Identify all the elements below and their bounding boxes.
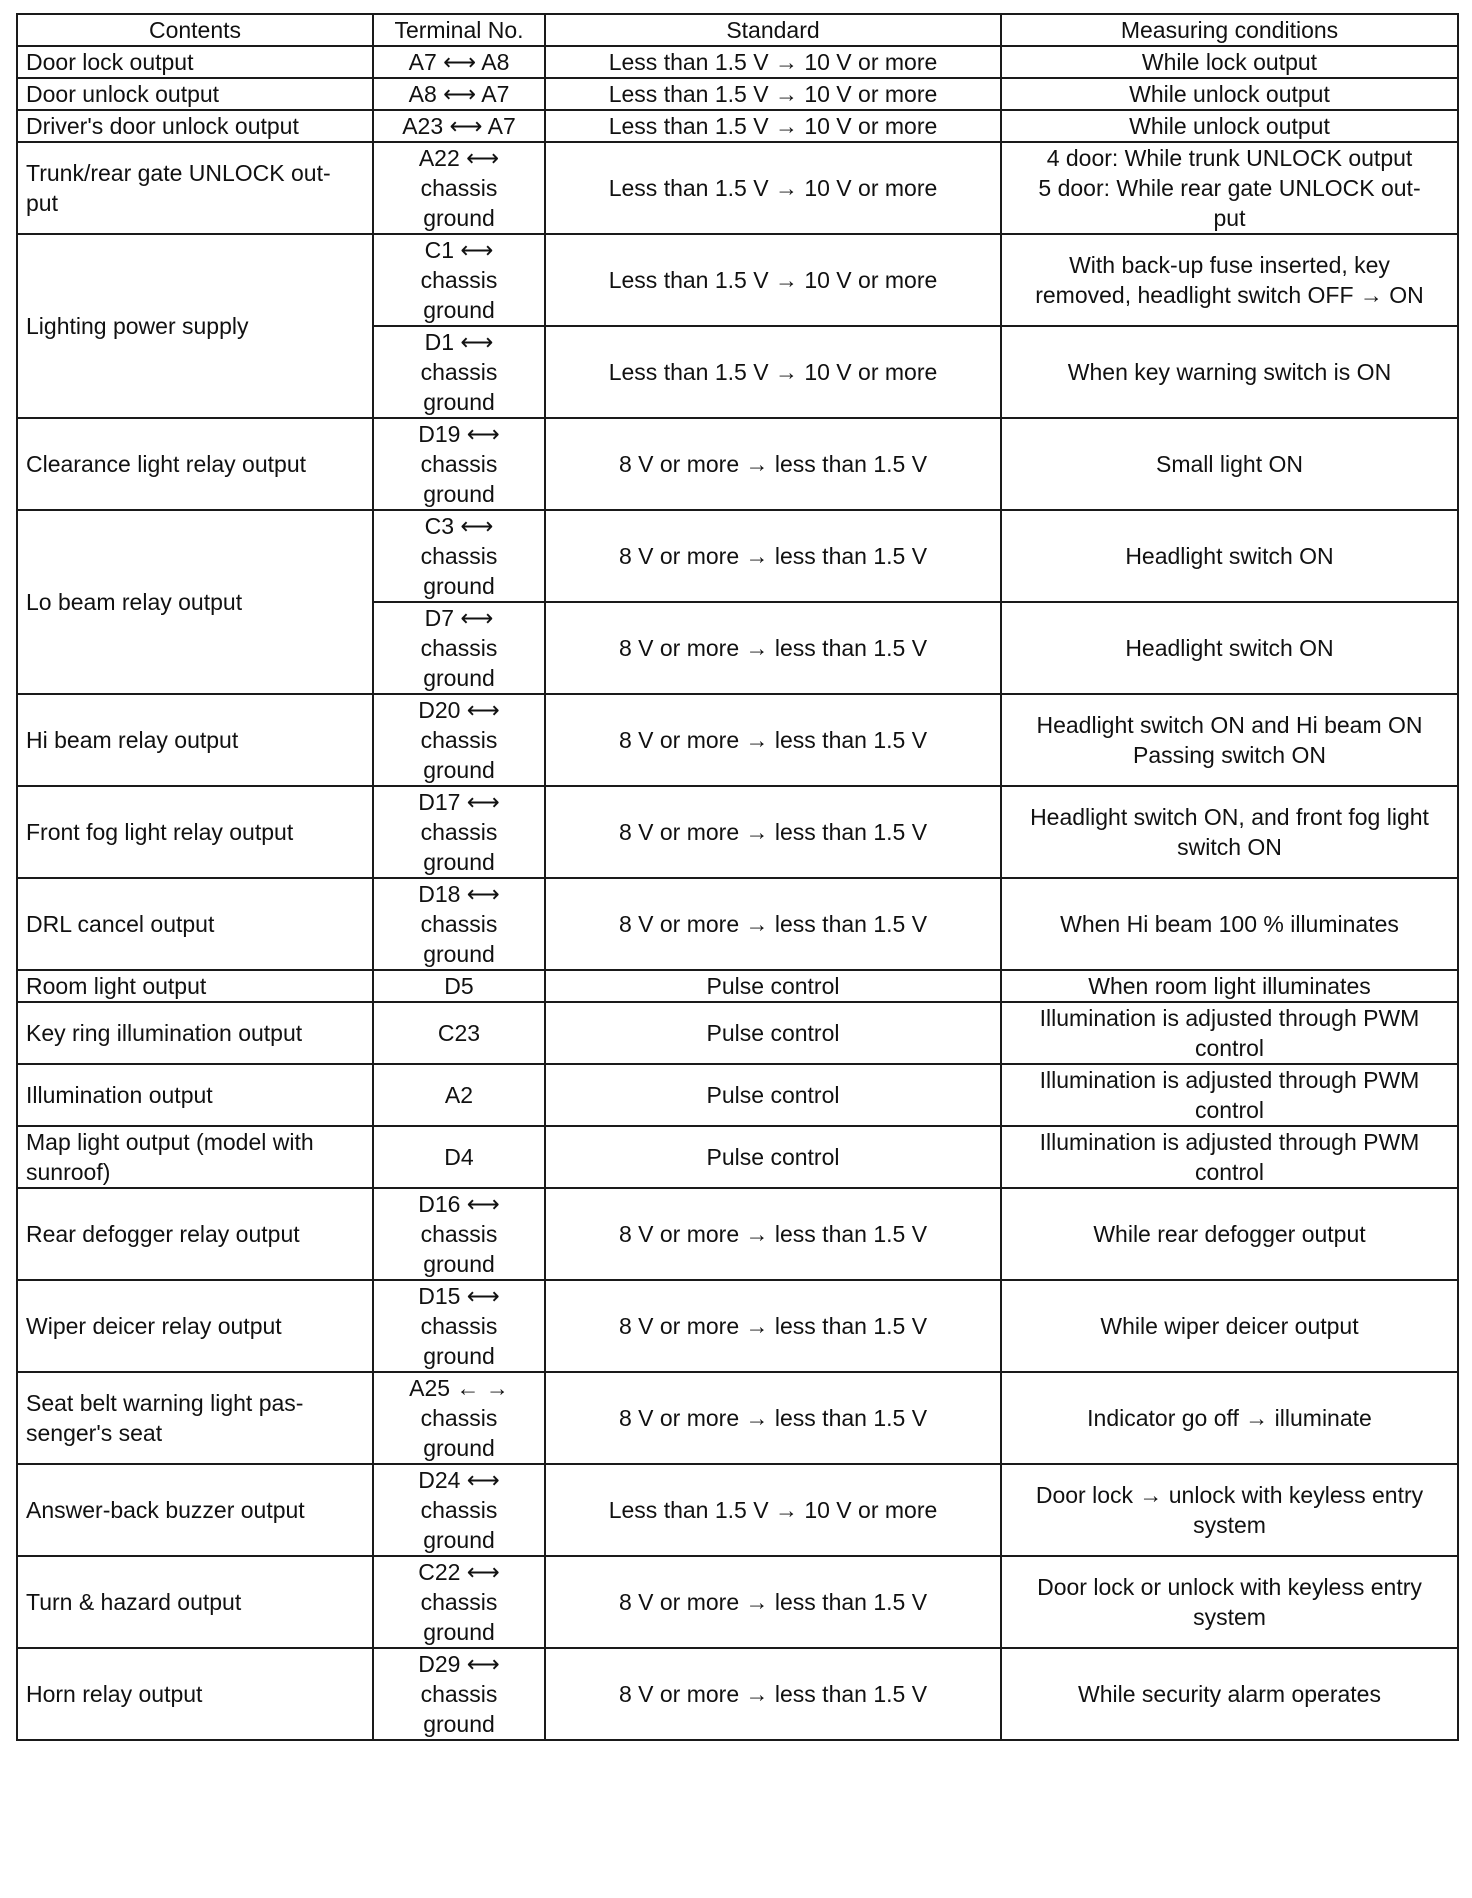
table-row <box>17 1464 1458 1556</box>
cell-contents: Hi beam relay output <box>17 694 373 786</box>
cell-contents: Lighting power supply <box>17 234 373 418</box>
cell-terminal <box>373 1280 545 1372</box>
table-row <box>17 970 1458 1002</box>
cell-standard: 8 V or more → less than 1.5 V <box>545 1556 1001 1648</box>
cell-terminal-line: chassis <box>420 727 498 753</box>
cell-contents-line: Map light output (model with <box>26 1129 314 1155</box>
cell-conditions-line: Door lock → unlock with keyless entry <box>1035 1482 1424 1508</box>
cell-conditions <box>1001 1126 1458 1188</box>
header-standard: Standard <box>545 14 1001 46</box>
cell-conditions <box>1001 1556 1458 1648</box>
cell-terminal <box>373 878 545 970</box>
cell-terminal-line: chassis <box>420 819 498 845</box>
cell-standard: Less than 1.5 V → 10 V or more <box>545 46 1001 78</box>
table-row <box>17 1126 1458 1188</box>
cell-terminal-line: D18 ⟷ <box>418 881 500 907</box>
cell-terminal-line: ground <box>423 757 495 783</box>
table-row <box>17 46 1458 78</box>
cell-terminal <box>373 694 545 786</box>
cell-conditions-line: 5 door: While rear gate UNLOCK out- <box>1038 175 1421 201</box>
cell-terminal-line: D16 ⟷ <box>418 1191 500 1217</box>
cell-terminal-line: D15 ⟷ <box>418 1283 500 1309</box>
cell-terminal: C23 <box>373 1002 545 1064</box>
cell-terminal <box>373 1648 545 1740</box>
cell-standard: Pulse control <box>545 1064 1001 1126</box>
table-row <box>17 1372 1458 1464</box>
cell-terminal-line: ground <box>423 1711 495 1737</box>
cell-standard: 8 V or more → less than 1.5 V <box>545 602 1001 694</box>
cell-terminal <box>373 602 545 694</box>
cell-terminal: A8 ⟷ A7 <box>373 78 545 110</box>
cell-conditions <box>1001 142 1458 234</box>
cell-terminal-line: ground <box>423 1343 495 1369</box>
cell-conditions-line: system <box>1193 1512 1266 1538</box>
cell-conditions-line: control <box>1194 1159 1265 1185</box>
cell-terminal <box>373 786 545 878</box>
cell-terminal-line: ground <box>423 1527 495 1553</box>
table-row <box>17 1064 1458 1126</box>
cell-conditions-line: Headlight switch ON, and front fog light <box>1030 804 1429 830</box>
cell-terminal-line: chassis <box>420 543 498 569</box>
cell-conditions-line: With back-up fuse inserted, key <box>1069 252 1390 278</box>
cell-contents <box>17 1126 373 1188</box>
cell-terminal-line: D20 ⟷ <box>418 697 500 723</box>
cell-conditions: While wiper deicer output <box>1001 1280 1458 1372</box>
table-row <box>17 786 1458 878</box>
cell-terminal <box>373 1188 545 1280</box>
cell-conditions: While unlock output <box>1001 78 1458 110</box>
cell-conditions: While lock output <box>1001 46 1458 78</box>
cell-contents-line: senger's seat <box>26 1420 163 1446</box>
cell-terminal <box>373 326 545 418</box>
cell-contents: DRL cancel output <box>17 878 373 970</box>
cell-contents: Clearance light relay output <box>17 418 373 510</box>
cell-standard: Less than 1.5 V → 10 V or more <box>545 1464 1001 1556</box>
cell-contents <box>17 142 373 234</box>
cell-conditions-line: control <box>1194 1035 1265 1061</box>
cell-conditions-line: removed, headlight switch OFF → ON <box>1035 282 1424 308</box>
header-contents: Contents <box>17 14 373 46</box>
cell-terminal-line: C22 ⟷ <box>418 1559 500 1585</box>
cell-conditions: When key warning switch is ON <box>1001 326 1458 418</box>
cell-standard: 8 V or more → less than 1.5 V <box>545 694 1001 786</box>
cell-contents-line: sunroof) <box>26 1159 111 1185</box>
cell-contents: Rear defogger relay output <box>17 1188 373 1280</box>
cell-conditions-line: Headlight switch ON and Hi beam ON <box>1036 712 1423 738</box>
table-body <box>17 46 1458 1740</box>
cell-terminal-line: ground <box>423 1619 495 1645</box>
cell-terminal-line: chassis <box>420 635 498 661</box>
cell-terminal-line: chassis <box>420 175 498 201</box>
cell-contents-line: put <box>26 190 58 216</box>
cell-terminal-line: A25 ← → <box>409 1375 509 1401</box>
cell-contents: Wiper deicer relay output <box>17 1280 373 1372</box>
table-row <box>17 1280 1458 1372</box>
cell-standard: 8 V or more → less than 1.5 V <box>545 1280 1001 1372</box>
table-row <box>17 1556 1458 1648</box>
cell-standard: 8 V or more → less than 1.5 V <box>545 1648 1001 1740</box>
table-row <box>17 418 1458 510</box>
cell-terminal-line: D19 ⟷ <box>418 421 500 447</box>
cell-conditions: While security alarm operates <box>1001 1648 1458 1740</box>
cell-terminal <box>373 510 545 602</box>
cell-terminal-line: ground <box>423 1435 495 1461</box>
cell-conditions: Indicator go off → illuminate <box>1001 1372 1458 1464</box>
cell-conditions <box>1001 1064 1458 1126</box>
cell-terminal-line: D29 ⟷ <box>418 1651 500 1677</box>
cell-terminal: D5 <box>373 970 545 1002</box>
cell-conditions-line: Illumination is adjusted through PWM <box>1039 1129 1420 1155</box>
cell-contents: Horn relay output <box>17 1648 373 1740</box>
cell-conditions: Headlight switch ON <box>1001 510 1458 602</box>
cell-terminal <box>373 142 545 234</box>
cell-terminal-line: ground <box>423 481 495 507</box>
cell-terminal-line: D17 ⟷ <box>418 789 500 815</box>
cell-conditions-line: control <box>1194 1097 1265 1123</box>
cell-contents: Answer-back buzzer output <box>17 1464 373 1556</box>
terminal-spec-table <box>16 13 1459 1741</box>
cell-terminal-line: D24 ⟷ <box>418 1467 500 1493</box>
cell-standard: Less than 1.5 V → 10 V or more <box>545 110 1001 142</box>
cell-terminal: A23 ⟷ A7 <box>373 110 545 142</box>
cell-contents: Driver's door unlock output <box>17 110 373 142</box>
table-row <box>17 234 1458 326</box>
cell-contents: Room light output <box>17 970 373 1002</box>
cell-conditions: While unlock output <box>1001 110 1458 142</box>
table-row <box>17 110 1458 142</box>
cell-terminal-line: chassis <box>420 1313 498 1339</box>
cell-terminal <box>373 1464 545 1556</box>
cell-standard: 8 V or more → less than 1.5 V <box>545 1372 1001 1464</box>
cell-terminal: A7 ⟷ A8 <box>373 46 545 78</box>
table-row <box>17 510 1458 602</box>
cell-terminal-line: ground <box>423 297 495 323</box>
cell-terminal-line: C3 ⟷ <box>424 513 494 539</box>
cell-terminal-line: ground <box>423 205 495 231</box>
cell-contents: Lo beam relay output <box>17 510 373 694</box>
cell-conditions: Small light ON <box>1001 418 1458 510</box>
cell-terminal-line: chassis <box>420 1589 498 1615</box>
cell-terminal <box>373 418 545 510</box>
cell-standard: 8 V or more → less than 1.5 V <box>545 1188 1001 1280</box>
cell-standard: 8 V or more → less than 1.5 V <box>545 878 1001 970</box>
cell-standard: Pulse control <box>545 1002 1001 1064</box>
table-row <box>17 878 1458 970</box>
cell-contents: Door lock output <box>17 46 373 78</box>
cell-terminal <box>373 234 545 326</box>
cell-terminal-line: ground <box>423 941 495 967</box>
table-row <box>17 1648 1458 1740</box>
cell-contents: Door unlock output <box>17 78 373 110</box>
cell-terminal <box>373 1556 545 1648</box>
table-row <box>17 1002 1458 1064</box>
cell-terminal-line: ground <box>423 573 495 599</box>
cell-conditions-line: 4 door: While trunk UNLOCK output <box>1046 145 1413 171</box>
cell-conditions-line: Passing switch ON <box>1132 742 1326 768</box>
cell-terminal: A2 <box>373 1064 545 1126</box>
cell-conditions-line: Door lock or unlock with keyless entry <box>1037 1574 1422 1600</box>
cell-terminal-line: ground <box>423 849 495 875</box>
table-row <box>17 1188 1458 1280</box>
cell-standard: Less than 1.5 V → 10 V or more <box>545 326 1001 418</box>
cell-terminal <box>373 1372 545 1464</box>
cell-contents: Key ring illumination output <box>17 1002 373 1064</box>
cell-terminal-line: D1 ⟷ <box>424 329 494 355</box>
cell-terminal-line: ground <box>423 389 495 415</box>
table-row <box>17 694 1458 786</box>
cell-conditions: When Hi beam 100 % illuminates <box>1001 878 1458 970</box>
cell-terminal-line: chassis <box>420 1405 498 1431</box>
cell-standard: Pulse control <box>545 1126 1001 1188</box>
cell-terminal-line: A22 ⟷ <box>418 145 500 171</box>
cell-conditions-line: switch ON <box>1177 834 1282 860</box>
cell-conditions: While rear defogger output <box>1001 1188 1458 1280</box>
cell-standard: 8 V or more → less than 1.5 V <box>545 786 1001 878</box>
cell-conditions-line: Illumination is adjusted through PWM <box>1039 1005 1420 1031</box>
cell-terminal-line: chassis <box>420 1681 498 1707</box>
cell-conditions-line: system <box>1193 1604 1266 1630</box>
cell-conditions: When room light illuminates <box>1001 970 1458 1002</box>
cell-terminal-line: ground <box>423 1251 495 1277</box>
cell-contents: Front fog light relay output <box>17 786 373 878</box>
cell-terminal-line: D7 ⟷ <box>424 605 494 631</box>
cell-terminal-line: chassis <box>420 451 498 477</box>
cell-standard: Pulse control <box>545 970 1001 1002</box>
cell-contents <box>17 1372 373 1464</box>
table-row <box>17 142 1458 234</box>
header-terminal: Terminal No. <box>373 14 545 46</box>
cell-terminal: D4 <box>373 1126 545 1188</box>
cell-terminal-line: C1 ⟷ <box>424 237 494 263</box>
cell-conditions <box>1001 786 1458 878</box>
cell-conditions-line: Illumination is adjusted through PWM <box>1039 1067 1420 1093</box>
cell-terminal-line: ground <box>423 665 495 691</box>
cell-terminal-line: chassis <box>420 1497 498 1523</box>
cell-standard: Less than 1.5 V → 10 V or more <box>545 78 1001 110</box>
cell-conditions <box>1001 1464 1458 1556</box>
header-conditions: Measuring conditions <box>1001 14 1458 46</box>
cell-terminal-line: chassis <box>420 1221 498 1247</box>
cell-standard: 8 V or more → less than 1.5 V <box>545 418 1001 510</box>
cell-contents: Turn & hazard output <box>17 1556 373 1648</box>
cell-conditions-line: put <box>1213 205 1246 231</box>
cell-conditions <box>1001 1002 1458 1064</box>
cell-terminal-line: chassis <box>420 359 498 385</box>
cell-terminal-line: chassis <box>420 267 498 293</box>
cell-conditions: Headlight switch ON <box>1001 602 1458 694</box>
cell-standard: Less than 1.5 V → 10 V or more <box>545 234 1001 326</box>
cell-conditions <box>1001 234 1458 326</box>
cell-contents-line: Trunk/rear gate UNLOCK out- <box>26 160 331 186</box>
header-row <box>17 14 1458 46</box>
cell-contents-line: Seat belt warning light pas- <box>26 1390 304 1416</box>
cell-terminal-line: chassis <box>420 911 498 937</box>
cell-standard: 8 V or more → less than 1.5 V <box>545 510 1001 602</box>
table-row <box>17 78 1458 110</box>
cell-contents: Illumination output <box>17 1064 373 1126</box>
cell-conditions <box>1001 694 1458 786</box>
cell-standard: Less than 1.5 V → 10 V or more <box>545 142 1001 234</box>
